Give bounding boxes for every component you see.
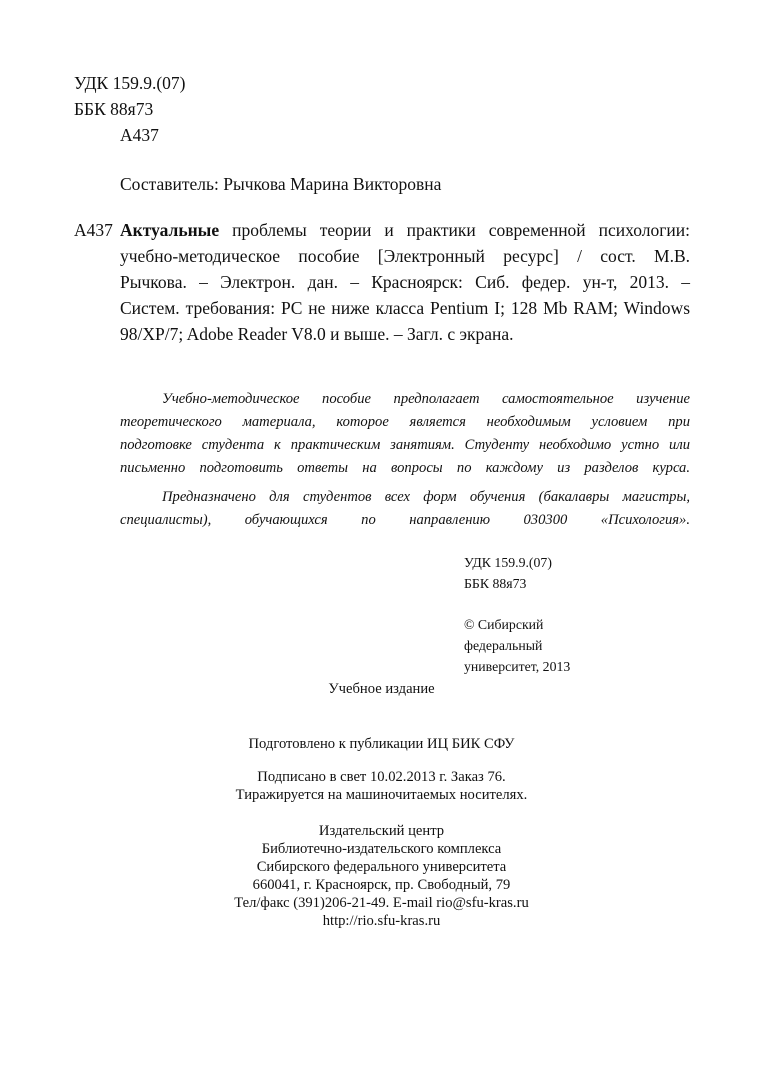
bib-author-mark: А437 — [74, 220, 113, 240]
publisher-line: Библиотечно-издательского комплекса — [261, 841, 502, 857]
copyright-line: © Сибирский — [464, 617, 544, 632]
bib-line-2: учебно-методическое пособие [Электронный ресурс] / сост. М.В. — [120, 246, 690, 266]
annotation-line: письменно подготовить ответы на вопросы по каждому из разделов курса. — [120, 460, 690, 476]
publisher-address: 660041, г. Красноярск, пр. Свободный, 79 — [252, 877, 511, 893]
publisher-website: http://rio.sfu-kras.ru — [322, 913, 441, 929]
bib-line-4: Систем. требования: PC не ниже класса Pentium I; 128 Mb RAM; Windows — [120, 298, 690, 318]
annotation-line: подготовке студента к практическим занятиям. Студенту необходимо устно или — [120, 437, 690, 453]
bib-line-5: 98/XP/7; Adobe Reader V8.0 и выше. – Загл. с экрана. — [120, 324, 514, 344]
bbk-code: ББК 88я73 — [74, 99, 154, 119]
publisher-contacts: Тел/факс (391)206-21-49. E-mail rio@sfu-kras.ru — [234, 895, 529, 911]
replicated-line: Тиражируется на машиночитаемых носителях. — [235, 787, 528, 803]
publisher-line: Издательский центр — [318, 823, 445, 839]
edition-type: Учебное издание — [328, 681, 435, 697]
author-mark: А437 — [120, 125, 159, 145]
publisher-line: Сибирского федерального университета — [256, 859, 507, 875]
audience-line: Предназначено для студентов всех форм обучения (бакалавры магистры, — [162, 489, 690, 505]
annotation-line: Учебно-методическое пособие предполагает самостоятельное изучение — [162, 391, 690, 407]
right-udk: УДК 159.9.(07) — [464, 555, 552, 570]
compiler-line: Составитель: Рычкова Марина Викторовна — [120, 174, 442, 194]
annotation-line: теоретического материала, которое является необходимым условием при — [120, 414, 690, 430]
signed-line: Подписано в свет 10.02.2013 г. Заказ 76. — [257, 769, 506, 785]
audience-line: специалисты), обучающихся по направлению 030300 «Психология». — [120, 512, 690, 528]
udk-code: УДК 159.9.(07) — [74, 73, 186, 93]
bib-title-bold: Актуальные — [120, 220, 220, 240]
copyright-line: университет, 2013 — [464, 659, 571, 674]
copyright-line: федеральный — [464, 638, 543, 653]
prepared-line: Подготовлено к публикации ИЦ БИК СФУ — [248, 736, 515, 752]
bib-line-3: Рычкова. – Электрон. дан. – Красноярск: Сиб. федер. ун-т, 2013. – — [120, 272, 690, 292]
right-bbk: ББК 88я73 — [464, 576, 527, 591]
bib-title-rest: проблемы теории и практики современной психологии: — [232, 220, 690, 240]
bib-line-1 — [120, 217, 690, 243]
